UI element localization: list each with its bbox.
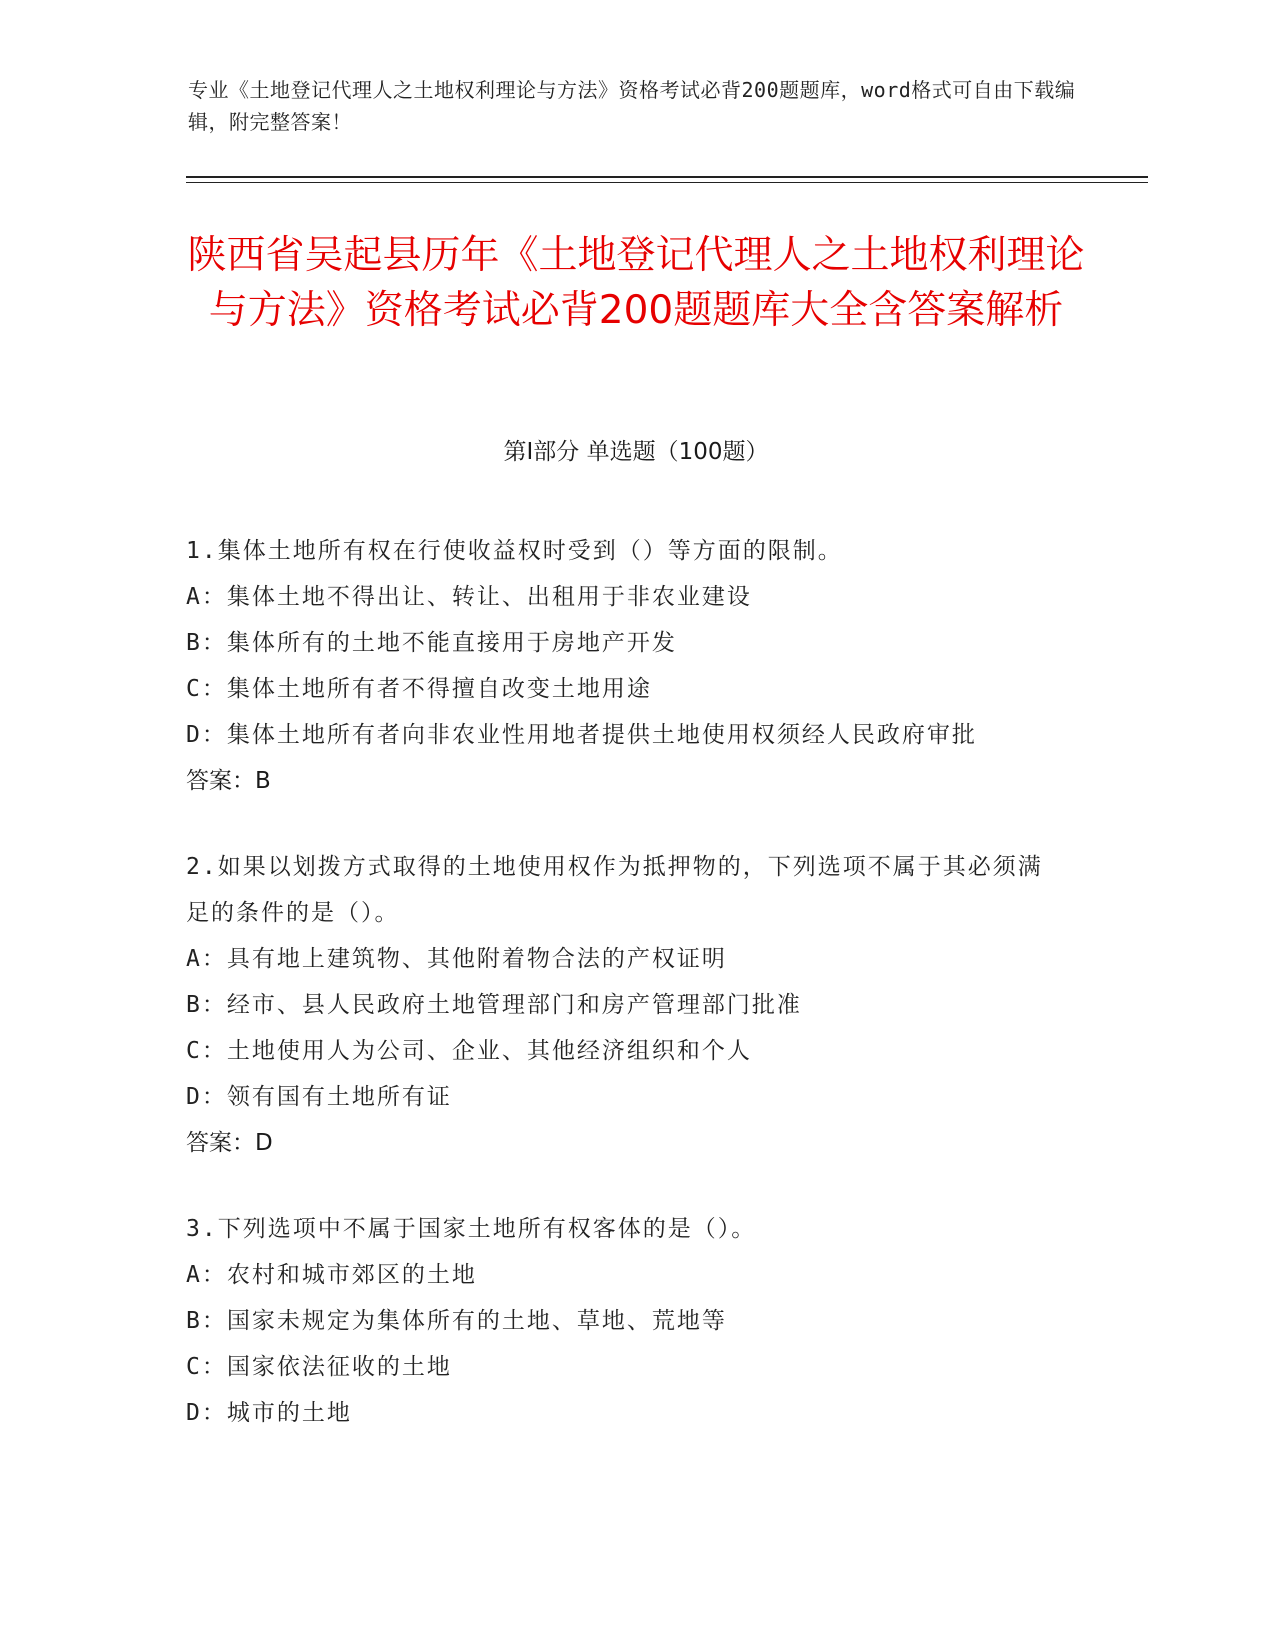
question-list — [186, 528, 1066, 1476]
option-a: A：具有地上建筑物、其他附着物合法的产权证明 — [186, 946, 727, 972]
question-stem: 1.集体土地所有权在行使收益权时受到（）等方面的限制。 — [186, 538, 843, 564]
option-c: C：土地使用人为公司、企业、其他经济组织和个人 — [186, 1038, 752, 1064]
option-c: C：国家依法征收的土地 — [186, 1354, 452, 1380]
answer-line: 答案：D — [186, 1130, 273, 1156]
question-stem: 2.如果以划拨方式取得的土地使用权作为抵押物的，下列选项不属于其必须满足的条件的是（）。 — [186, 854, 1043, 926]
question-stem: 3.下列选项中不属于国家土地所有权客体的是（）。 — [186, 1216, 757, 1242]
option-a: A：农村和城市郊区的土地 — [186, 1262, 477, 1288]
document-title: 陕西省吴起县历年《土地登记代理人之土地权利理论与方法》资格考试必背200题题库大全含答案解析 — [187, 233, 1085, 333]
section-title: 第Ⅰ部分 单选题（100题） — [503, 439, 769, 465]
option-a: A：集体土地不得出让、转让、出租用于非农业建设 — [186, 584, 752, 610]
header-divider-thin — [186, 182, 1148, 183]
question-item — [186, 844, 1066, 1166]
header-note: 专业《土地登记代理人之土地权利理论与方法》资格考试必背200题题库，word格式可自由下载编辑，附完整答案！ — [188, 78, 1076, 134]
option-c: C：集体土地所有者不得擅自改变土地用途 — [186, 676, 652, 702]
option-d: D：城市的土地 — [186, 1400, 352, 1426]
question-item — [186, 1206, 1066, 1436]
header-divider — [186, 176, 1148, 178]
option-b: B：国家未规定为集体所有的土地、草地、荒地等 — [186, 1308, 727, 1334]
question-item — [186, 528, 1066, 804]
answer-line: 答案：B — [186, 768, 271, 794]
option-d: D：领有国有土地所有证 — [186, 1084, 452, 1110]
option-b: B：集体所有的土地不能直接用于房地产开发 — [186, 630, 677, 656]
option-b: B：经市、县人民政府土地管理部门和房产管理部门批准 — [186, 992, 802, 1018]
option-d: D：集体土地所有者向非农业性用地者提供土地使用权须经人民政府审批 — [186, 722, 977, 748]
